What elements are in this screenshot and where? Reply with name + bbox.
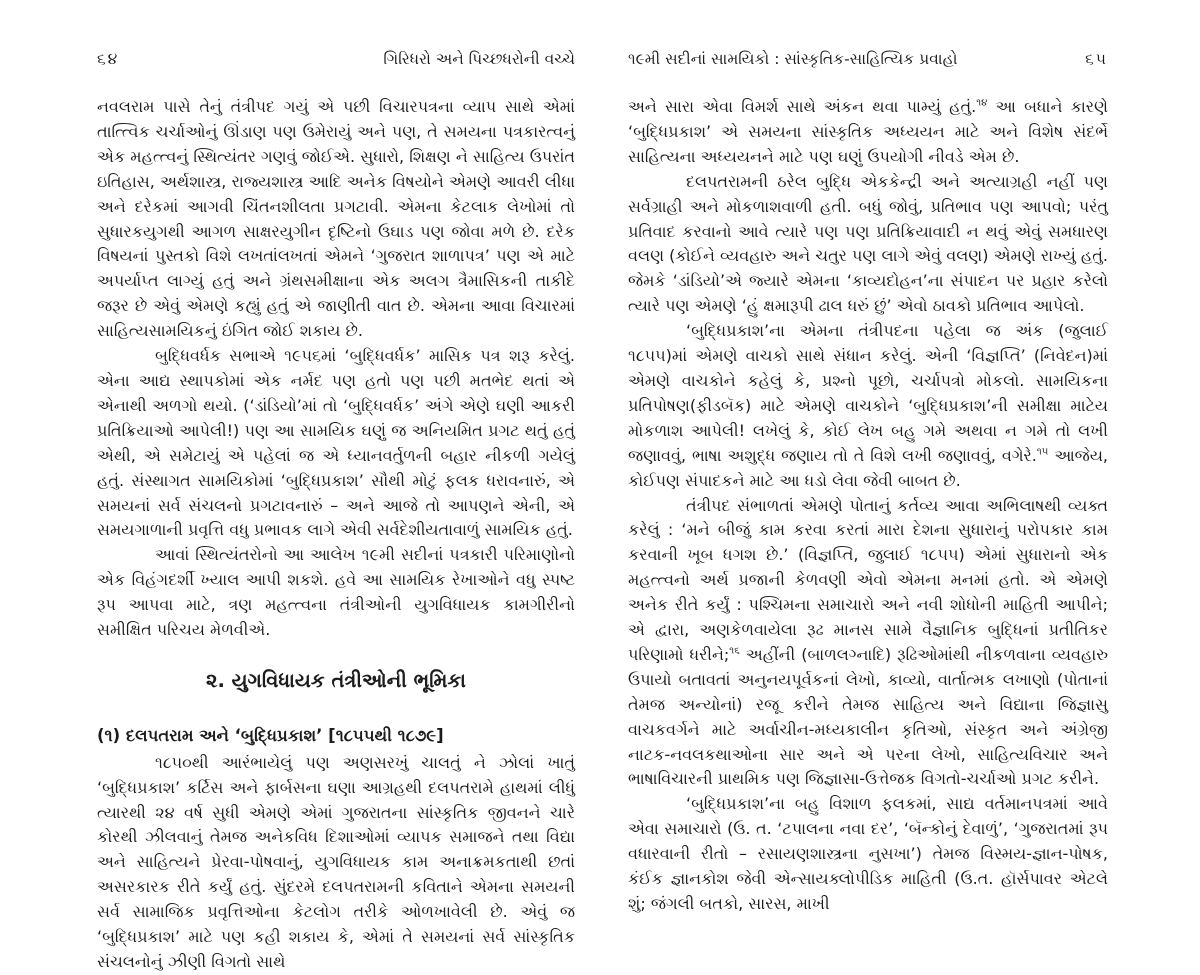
right-page: [600, 0, 1200, 913]
footnote-ref-15: ૧૫: [1036, 446, 1049, 458]
subsection-heading: (૧) દલપતરામ અને ‘બુદ્ધિપ્રકાશ’ [૧૮૫૫થી ૧૮૭૯]: [97, 725, 444, 745]
paragraph: [628, 319, 1108, 493]
paragraph: ‘બુદ્ધિપ્રકાશ’ના બહુ વિશાળ ફલકમાં, સાદ્ય વર્તમાનપત્રમાં આવે એવા સમાચારો (ઉ. ત. ‘ટપાલના નવા દર’, ‘બૅન્કોનું દેવાળું’, ‘ગુજરાતમાં રૂપ વધારવાની રીતો – રસાયણશાસ્ત્રના નુસખા’) તેમજ વિસ્મય-જ્ઞાન-પોષક, કંઈક જ્ઞાનકોશ જેવી એન્સાયક્લોપીડિક માહિતી (ઉ.ત. હૉર્સપાવર એટલે શું; જંગલી બતકો, સારસ, માખી: [628, 794, 1108, 913]
footnote-ref-16: ૧૬: [729, 645, 740, 657]
left-running-title: ગિરિધરો અને પિચ્છધરોની વચ્ચે: [383, 50, 575, 68]
paragraph: ૧૮૫૦થી આરંભાયેલું પણ અણસરખું ચાલતું ને ઝોલાં ખાતું ‘બુદ્ધિપ્રકાશ’ કર્ટિસ અને ફાર્બસના ઘણા આગ્રહથી દલપતરામે હાથમાં લીધું ત્યારથી ૨૪ વર્ષ સુધી એમણે એમાં ગુજરાતના સાંસ્કૃતિક જીવનને ચારે કોરથી ઝીલવાનું તેમજ અનેકવિધ દિશાઓમાં વ્યાપક સમાજને તથા વિદ્યા અને સાહિત્યને પ્રેરવા-પોષવાનું, યુગવિધાયક કામ અનાક્રમકતાથી છતાં અસરકારક રીતે કર્યું હતું. સુંદરમે દલપતરામની કવિતાને એમના સમયની સર્વ સામાજિક પ્રવૃત્તિઓના કેટલોગ તરીકે ઓળખાવેલી છે. એવું જ ‘બુદ્ધિપ્રકાશ’ માટે પણ કહી શકાય કે, એમાં તે સમયનાં સર્વ સાંસ્કૃતિક સંચલનોનું ઝીણી વિગતો સાથે: [97, 752, 575, 971]
paragraph: નવલરામ પાસે તેનું તંત્રીપદ ગયું એ પછી વિચારપત્રના વ્યાપ સાથે એમાં તાત્ત્વિક ચર્ચાઓનું ઊંડાણ પણ ઉમેરાયું અને પણ, તે સમયના પત્રકારત્વનું એક મહત્ત્વનું સ્થિત્યંતર ગણવું જોઈએ. સુધારો, શિક્ષણ ને સાહિત્ય ઉપરાંત ઇતિહાસ, અર્થશાસ્ત્ર, રાજ્યશાસ્ત્ર આદિ અનેક વિષયોને એમણે આવરી લીધા અને દરેકમાં આગવી ચિંતનશીલતા પ્રગટાવી. એમના કેટલાક લેખોમાં તો સુધારકયુગથી આગળ સાક્ષરયુગીન દૃષ્ટિનો ઉઘાડ પણ જોવા મળે છે. દરેક વિષયનાં પુસ્તકો વિશે લખતાંલખતાં એમને ‘ગુજરાત શાળાપત્ર’ પણ એ માટે અપર્યાપ્ત લાગ્યું હતું અને ગ્રંથસમીક્ષાના એક અલગ ત્રૈમાસિકની તાકીદે જરૂર છે એવું એમણે કહ્યું હતું એ જાણીતી વાત છે. એમના આવા વિચારમાં સાહિત્યસામયિકનું ઇંગિત જોઈ શકાય છે.: [97, 97, 575, 341]
footnote-ref-14: ૧૪: [976, 97, 988, 109]
left-page-number: ૬૪: [97, 50, 120, 68]
left-body-text: [97, 95, 575, 975]
paragraph-text: અહીંની (બાળલગ્નાદિ) રૂઢિઓમાંથી નીકળવાના વ્યવહારુ ઉપાયો બતાવતાં અનુનયપૂર્વકનાં લેખો, કાવ્યો, વાર્તાત્મક લખાણો (પોતાનાં તેમજ અન્યોનાં) રજૂ કરીને તેમજ સાહિત્ય અને વિદ્યાના જિજ્ઞાસુ વાચકવર્ગને માટે અર્વાચીન-મધ્યકાલીન કૃતિઓ, સંસ્કૃત અને અંગ્રેજી નાટક-નવલકથાઓના સાર અને એ પરના લેખો, સાહિત્યવિચાર અને ભાષાવિચારની પ્રાથમિક પણ જિજ્ઞાસા-ઉત્તેજક વિગતો-ચર્ચાઓ પ્રગટ કરીને.: [628, 644, 1108, 789]
section-heading: ૨. યુગવિધાયક તંત્રીઓની ભૂમિકા: [206, 668, 466, 692]
paragraph-text: અને સારા એવા વિમર્શ સાથે અંકન થવા પામ્યું હતું.: [628, 97, 977, 116]
paragraph: [628, 95, 1108, 170]
right-page-header: [628, 50, 1108, 69]
paragraph: બુદ્ધિવર્ધક સભાએ ૧૯૫૬માં ‘બુદ્ધિવર્ધક’ માસિક પત્ર શરૂ કરેલું. એના આદ્ય સ્થાપકોમાં એક નર્મદ પણ હતો પણ પછી મતભેદ થતાં એ એનાથી અળગો થયો. (‘ડાંડિયો’માં તો ‘બુદ્ધિવર્ધક’ અંગે એણે ઘણી આકરી પ્રતિક્રિયાઓ આપેલી!) પણ આ સામયિક ઘણું જ અનિયમિત પ્રગટ થતું હતું એથી, એ સમેટાયું એ પહેલાં જ એ ધ્યાનવર્તુળની બહાર નીકળી ગયેલું હતું. સંસ્થાગત સામયિકોમાં ‘બુદ્ધિપ્રકાશ’ સૌથી મોટું ફલક ધરાવનારું, એ સમયનાં સર્વ સંચલનો પ્રગટાવનારું – અને આજે તો આપણને એની, એ સમયગાળાની પ્રવૃત્તિ વધુ પ્રભાવક લાગે એવી સર્વદેશીયતાવાળું સામયિક હતું.: [97, 346, 575, 540]
right-page-number: ૬૫: [1085, 50, 1108, 68]
right-running-title: ૧૯મી સદીનાં સામયિકો : સાંસ્કૃતિક-સાહિત્યિક પ્રવાહો: [628, 50, 958, 68]
paragraph: દલપતરામની ઠરેલ બુદ્ધિ એકકેન્દ્રી અને અત્યાગ્રહી નહીં પણ સર્વગ્રાહી અને મોકળાશવાળી હતી. બધું જોવું, પ્રતિભાવ પણ આપવો; પરંતુ પ્રતિવાદ કરવાનો આવે ત્યારે પણ પણ પ્રતિક્રિયાવાદી ન થવું એવું સમધારણ વલણ (કોઈને વ્યવહારુ અને ચતુર પણ લાગે એવું વલણ) એમણે રાખ્યું હતું. જેમકે ‘ડાંડિયો’એ જ્યારે એમના ‘કાવ્યદોહન’ના સંપાદન પર પ્રહાર કરેલો ત્યારે પણ એમણે ‘હું ક્ષમારૂપી ઢાલ ધરું છું’ એવો ઠાવકો પ્રતિભાવ આપેલો.: [628, 171, 1108, 316]
left-page: [0, 0, 600, 971]
paragraph: આવાં સ્થિત્યંતરોનો આ આલેખ ૧૯મી સદીનાં પત્રકારી પરિમાણોનો એક વિહંગદર્શી ખ્યાલ આપી શકશે. હવે આ સામયિક રેખાઓને વધુ સ્પષ્ટ રૂપ આપવા માટે, ત્રણ મહત્ત્વના તંત્રીઓની યુગવિધાયક કામગીરીનો સમીક્ષિત પરિચય મેળવીએ.: [97, 545, 575, 640]
paragraph-text: ‘બુદ્ધિપ્રકાશ’ના એમના તંત્રીપદના પહેલા જ અંક (જુલાઈ ૧૮૫૫)માં એમણે વાચકો સાથે સંધાન કરેલું. એની ‘વિજ્ઞપ્તિ’ (નિવેદન)માં એમણે વાચકોને કહેલું કે, પ્રશ્નો પૂછો, ચર્ચાપત્રો મોકલો. સામયિકના પ્રતિપોષણ(ફીડબૅક) માટે એમણે વાચકોને ‘બુદ્ધિપ્રકાશ’ની સમીક્ષા માટેય મોકળાશ આપેલી! લખેલું કે, કોઈ લેખ બહુ ગમે અથવા ન ગમે તો લખી જણાવવું, ભાષા અશુદ્ધ જણાય તો તે વિશે લખી જણાવવું, વગેરે.: [628, 321, 1108, 465]
left-page-header: [97, 50, 575, 69]
paragraph: [628, 494, 1108, 793]
right-body-text: [628, 95, 1108, 917]
paragraph-text: આજેય, કોઈપણ સંપાદકને માટે આ ધડો લેવા જેવી બાબત છે.: [628, 445, 1109, 490]
paragraph-text: તંત્રીપદ સંભાળતાં એમણે પોતાનું કર્તવ્ય આવા અભિલાષથી વ્યક્ત કરેલું : ‘મને બીજું કામ કરવા કરતાં મારા દેશના સુધારાનું પરોપકાર કામ કરવાની ખૂબ ધગશ છે.’ (વિજ્ઞપ્તિ, જુલાઈ ૧૮૫૫) એમાં સુધારાનો એક મહત્ત્વનો અર્થ પ્રજાની કેળવણી એવો એમના મનમાં હતો. એ એમણે અનેક રીતે કર્યું : પશ્ચિમના સમાચારો અને નવી શોધોની માહિતી આપીને; એ દ્વારા, અણકેળવાયેલા રૂઢ માનસ સામે વૈજ્ઞાનિક બુદ્ધિનાં પ્રતીતિકર પરિણામો ધરીને;: [628, 495, 1108, 664]
paragraph-text: આ બધાને કારણે ‘બુદ્ધિપ્રકાશ’ એ સમયના સાંસ્કૃતિક અધ્યયન માટે અને વિશેષ સંદર્ભે સાહિત્યના અધ્યયનને માટે પણ ઘણું ઉપયોગી નીવડે એમ છે.: [628, 97, 1109, 166]
